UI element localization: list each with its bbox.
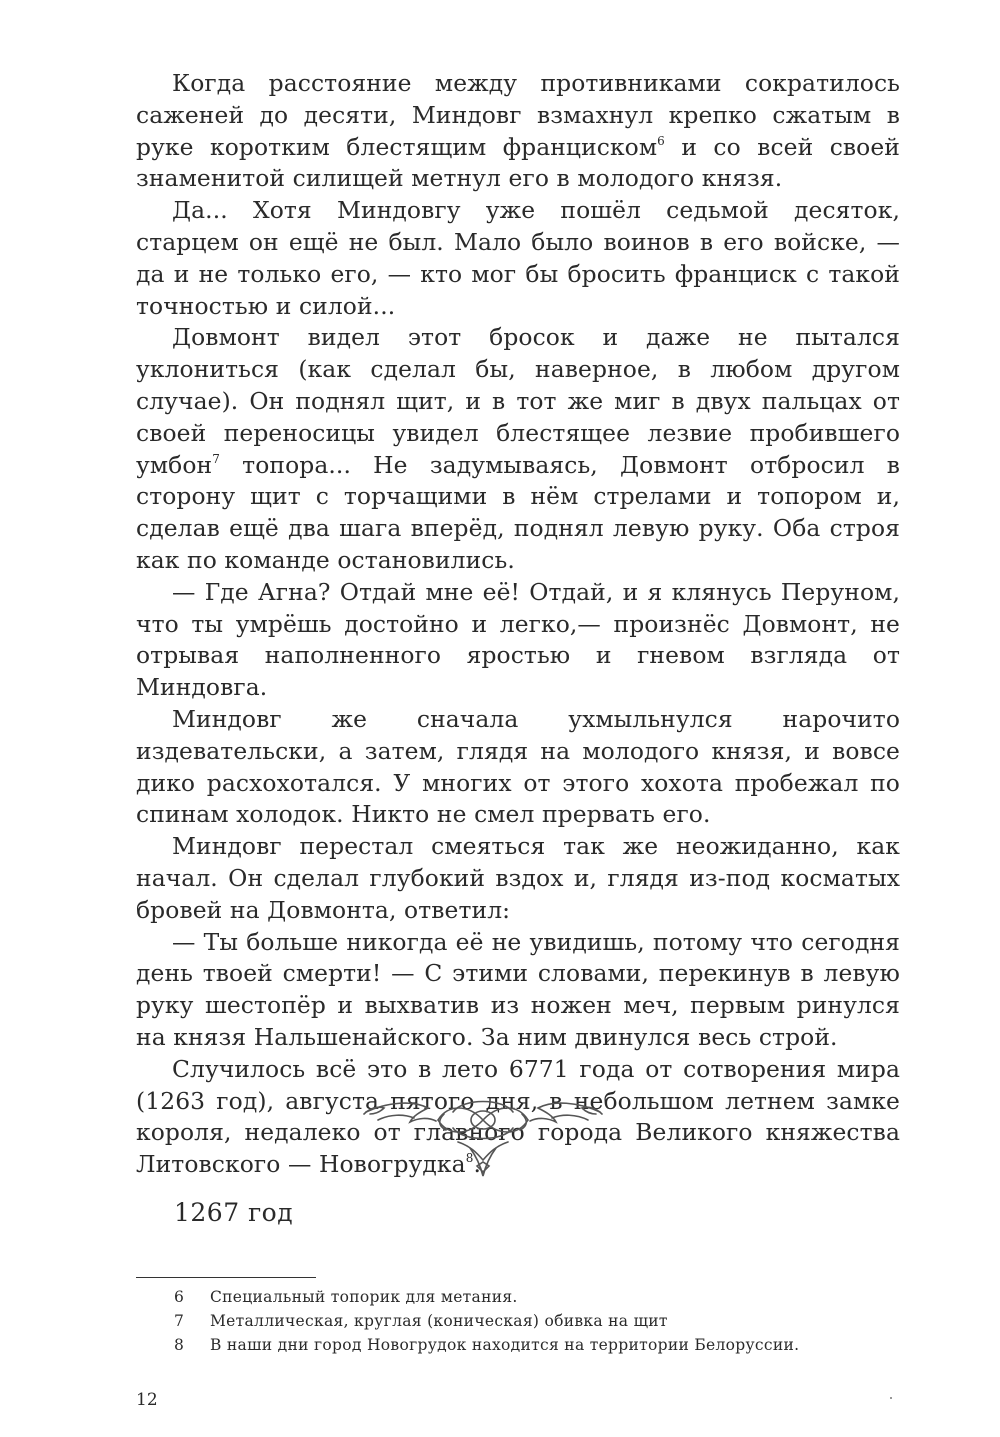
section-heading: 1267 год — [174, 1198, 294, 1227]
footnote-ref-6[interactable]: 6 — [657, 133, 665, 148]
page-number: 12 — [136, 1390, 158, 1410]
knot-ornament-icon — [358, 1090, 608, 1185]
footnote-text: В наши дни город Новогрудок находится на территории Белоруссии. — [210, 1336, 800, 1354]
footnote-number: 8 — [174, 1336, 185, 1354]
paragraph-3: Довмонт видел этот бросок и даже не пытался уклониться (как сделал бы, наверное, в любом другом случае). Он поднял щит, и в тот же миг в двух пальцах от своей переносицы увидел блестящее лезвие пробившего умбон$^7$ топора... Не задумываясь, Довмонт отбросил в сторону щит с торчащими в нём стрелами и топором и, сделав ещё два шага вперёд, поднял левую руку. Оба строя как по команде остановились. — [136, 323, 900, 574]
paragraph-4: — Где Агна? Отдай мне её! Отдай, и я клянусь Перуном, что ты умрёшь достойно и легко,— произнёс Довмонт, не отрывая наполненного яростью и гневом взгляда от Миндовга. — [136, 577, 900, 702]
footnote-item — [136, 1333, 906, 1357]
paragraph-2: Да... Хотя Миндовгу уже пошёл седьмой десяток, старцем он ещё не был. Мало было воинов в его войске, — да и не только его, — кто мог бы бросить франциск с такой точностью и силой... — [136, 196, 900, 320]
footnote-divider — [136, 1277, 316, 1278]
footnote-text: Специальный топорик для метания. — [210, 1288, 518, 1306]
print-speck — [890, 1397, 892, 1399]
footnote-item — [136, 1309, 906, 1333]
footnote-text: Металлическая, круглая (коническая) обивка на щит — [210, 1312, 668, 1330]
paragraph-8: Случилось всё это в лето 6771 года от сотворения мира (1263 год), августа пятого дня, в небольшом летнем замке короля, недалеко от главного города Великого княжества Литовского — Новогрудка$^8$. — [136, 1054, 900, 1179]
footnotes — [136, 1285, 906, 1357]
main-text — [136, 68, 900, 1181]
footnote-number: 6 — [174, 1288, 185, 1306]
paragraph-1: Когда расстояние между противниками сократилось саженей до десяти, Миндовг взмахнул крепко сжатым в руке коротким блестящим франциском$^6$ и со всей своей знаменитой силищей метнул его в молодого князя. — [136, 69, 900, 193]
paragraph-7: — Ты больше никогда её не увидишь, потому что сегодня день твоей смерти! — С этими словами, перекинув в левую руку шестопёр и выхватив из ножен меч, первым ринулся на князя Нальшенайского. За ним двинулся весь строй. — [136, 927, 900, 1051]
footnote-ref-8[interactable]: 8 — [465, 1151, 474, 1166]
footnote-item — [136, 1285, 906, 1309]
paragraph-5: Миндовг же сначала ухмыльнулся нарочито издевательски, а затем, глядя на молодого князя, и вовсе дико расхохотался. У многих от этого хохота пробежал по спинам холодок. Никто не смел прервать его. — [136, 704, 900, 829]
paragraph-6: Миндовг перестал смеяться так же неожиданно, как начал. Он сделал глубокий вздох и, глядя из-под косматых бровей на Довмонта, ответил: — [136, 832, 900, 924]
footnote-number: 7 — [174, 1312, 185, 1330]
footnote-ref-7[interactable]: 7 — [212, 451, 220, 466]
